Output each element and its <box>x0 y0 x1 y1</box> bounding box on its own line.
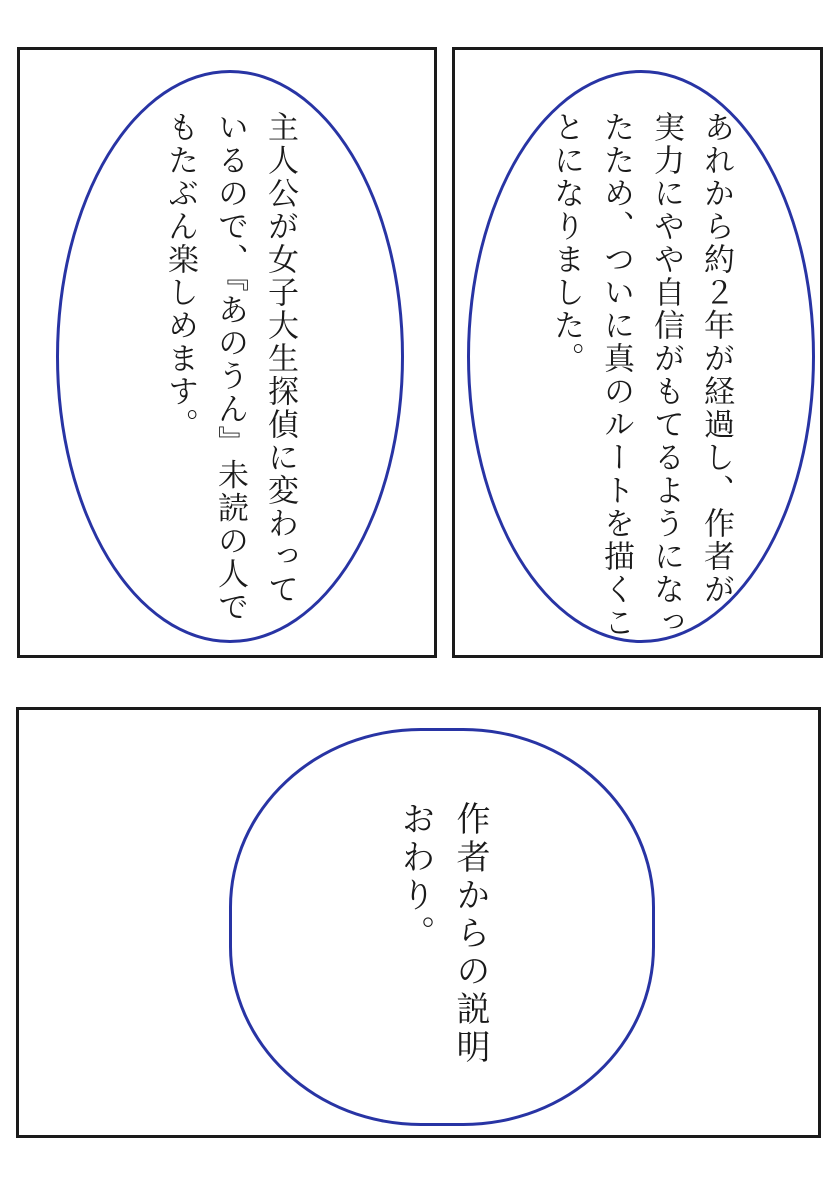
dialogue-line: もたぶん楽しめます。 <box>163 111 198 441</box>
dialogue-line: たため、ついに真のルートを描くこ <box>599 111 634 639</box>
dialogue-line: いるので、『あのうん』未読の人で <box>213 111 248 624</box>
dialogue-line: 主人公が女子大生探偵に変わって <box>263 111 298 606</box>
panel-top-right <box>452 47 823 658</box>
speech-bubble-bottom <box>229 728 655 1126</box>
panel-top-left <box>17 47 437 658</box>
panel-bottom <box>16 707 821 1138</box>
dialogue-line: あれから約２年が経過し、作者が <box>699 111 734 606</box>
bubble-text-bottom <box>387 801 497 1067</box>
dialogue-line: 作者からの説明 <box>451 801 488 1067</box>
dialogue-line: おわり。 <box>396 801 433 953</box>
dialogue-line: 実力にやや自信がもてるようになっ <box>649 111 684 639</box>
speech-bubble-top-left <box>56 70 404 643</box>
bubble-text-top-right <box>541 111 741 639</box>
dialogue-line: とになりました。 <box>549 111 584 375</box>
speech-bubble-top-right <box>467 70 815 643</box>
bubble-text-top-left <box>155 111 305 624</box>
